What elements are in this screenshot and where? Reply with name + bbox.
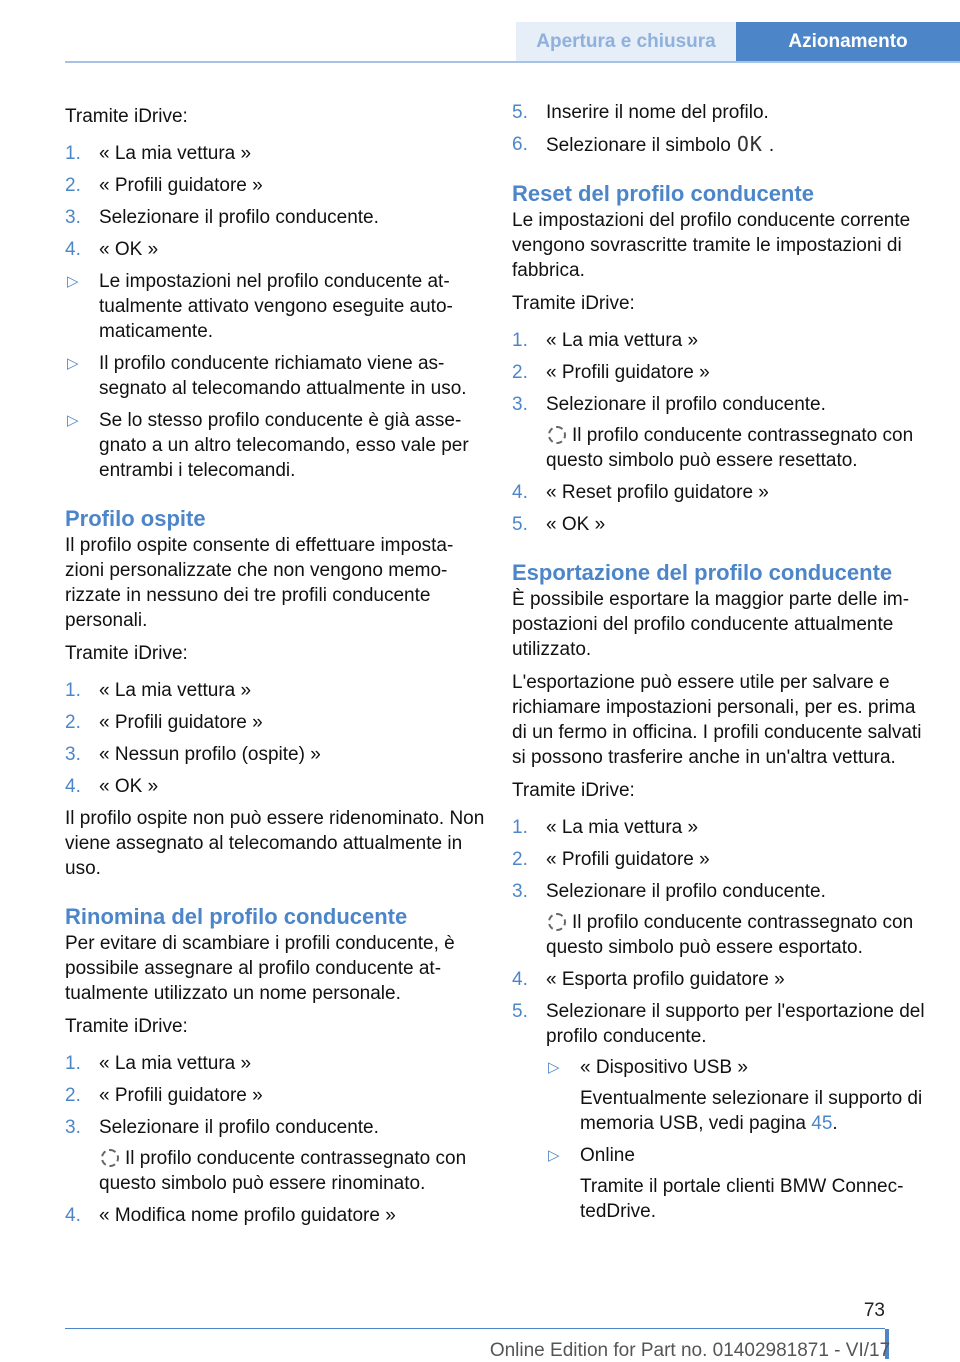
step-number: 1.	[65, 680, 81, 701]
step-text: « Esporta profilo guidatore »	[546, 969, 785, 990]
step-number: 2.	[65, 1085, 81, 1106]
step-text-tail: .	[768, 135, 775, 156]
step-number: 2.	[65, 712, 81, 733]
list-item	[65, 1051, 485, 1076]
bullet-item	[546, 1143, 930, 1224]
step-text: Selezionare il profilo conducente.	[99, 207, 379, 228]
page-number: 73	[863, 1300, 885, 1321]
step-text: « Profili guidatore »	[99, 175, 263, 196]
triangle-bullet-icon: ▷	[67, 273, 79, 290]
list-item	[512, 879, 930, 960]
step-number: 6.	[512, 134, 528, 155]
step-number: 2.	[512, 362, 528, 383]
heading-profilo-ospite: Profilo ospite	[65, 506, 206, 531]
bullet-note-text: Tramite il portale clienti BMW ConnectedDrive.	[580, 1176, 904, 1222]
step-number: 2.	[65, 175, 81, 196]
bullet-text: Se lo stesso profilo conducente è già assegnato a un altro telecomando, esso vale per entrambi i telecomandi.	[99, 410, 469, 481]
list-item	[65, 237, 485, 262]
step-text: « OK »	[99, 776, 159, 797]
list-item	[65, 173, 485, 198]
step-text: « Profili guidatore »	[99, 712, 263, 733]
step-text: « Modifica nome profilo guidatore »	[99, 1205, 396, 1226]
list-item	[512, 360, 930, 385]
step-number: 4.	[65, 776, 81, 797]
list-item	[512, 847, 930, 872]
triangle-bullet-icon: ▷	[67, 355, 79, 372]
step-number: 4.	[65, 239, 81, 260]
triangle-bullet-icon: ▷	[548, 1147, 560, 1164]
step-note-text: Il profilo conducente contrassegnato con questo simbolo può essere rinominato.	[99, 1148, 467, 1194]
list-item	[65, 1203, 485, 1228]
list-item	[512, 967, 930, 992]
steps-list-1	[65, 141, 485, 262]
gear-icon	[101, 1149, 119, 1167]
triangle-bullet-icon: ▷	[67, 412, 79, 429]
bullet-item	[65, 408, 485, 483]
paragraph: L'esportazione può essere utile per salvare e richiamare impostazioni personali, per es. prima di un fermo in officina. I profili conducente salvati si possono trasferire anche in un'altra vettura.	[512, 672, 922, 768]
step-number: 1.	[65, 1053, 81, 1074]
step-note	[546, 423, 930, 473]
step-text: « La mia vettura »	[99, 1053, 252, 1074]
step-number: 2.	[512, 849, 528, 870]
list-item	[65, 742, 485, 767]
steps-list-export	[512, 815, 930, 1224]
bullet-text: « Dispositivo USB »	[580, 1057, 748, 1078]
ok-symbol-icon: OK	[736, 132, 763, 156]
step-note-text: Il profilo conducente contrassegnato con questo simbolo può essere esportato.	[546, 912, 914, 958]
bullet-note	[580, 1174, 930, 1224]
paragraph: Per evitare di scambiare i profili conducente, è possibile assegnare al profilo conducente attualmente utilizzato un nome personale.	[65, 933, 455, 1004]
step-number: 1.	[512, 817, 528, 838]
step-text: Inserire il nome del profilo.	[546, 102, 769, 123]
step-text: « Reset profilo guidatore »	[546, 482, 769, 503]
list-item	[512, 815, 930, 840]
header-tabs	[516, 22, 960, 62]
step-number: 5.	[512, 102, 528, 123]
list-item	[65, 1083, 485, 1108]
steps-list-0	[512, 100, 930, 158]
bullet-item	[65, 351, 485, 401]
bullet-text: Online	[580, 1145, 635, 1166]
list-item	[512, 132, 930, 158]
step-note	[99, 1146, 485, 1196]
heading-rinomina: Rinomina del profilo conducente	[65, 904, 408, 929]
list-item	[65, 205, 485, 230]
bullet-text: Il profilo conducente richiamato viene assegnato al telecomando attualmente in uso.	[99, 353, 467, 399]
step-number: 3.	[512, 394, 528, 415]
left-column	[65, 100, 485, 1235]
bullet-note	[580, 1086, 930, 1136]
step-number: 3.	[65, 744, 81, 765]
footer-rule	[65, 1328, 885, 1329]
heading-esportazione: Esportazione del profilo conducente	[512, 560, 893, 585]
step-text: Selezionare il supporto per l'esportazione del profilo conducente.	[546, 1001, 925, 1047]
step-note-text: Il profilo conducente contrassegnato con questo simbolo può essere resettato.	[546, 425, 914, 471]
step-number: 3.	[65, 1117, 81, 1138]
list-item	[512, 392, 930, 473]
list-item	[512, 999, 930, 1224]
list-item	[65, 1115, 485, 1196]
intro-text: Tramite iDrive:	[65, 643, 188, 664]
right-column	[512, 100, 930, 1231]
step-number: 3.	[512, 881, 528, 902]
triangle-bullet-icon: ▷	[548, 1059, 560, 1076]
step-text: « La mia vettura »	[546, 817, 699, 838]
tab-azionamento[interactable]: Azionamento	[736, 22, 960, 62]
step-number: 1.	[65, 143, 81, 164]
paragraph: È possibile esportare la maggior parte delle impostazioni del profilo conducente attualmente utilizzato.	[512, 589, 910, 660]
step-text: « OK »	[546, 514, 606, 535]
intro-text: Tramite iDrive:	[512, 780, 635, 801]
list-item	[65, 678, 485, 703]
step-text: « La mia vettura »	[99, 680, 252, 701]
step-number: 1.	[512, 330, 528, 351]
bullet-note-tail: .	[832, 1113, 838, 1134]
step-number: 4.	[65, 1205, 81, 1226]
bullet-item	[65, 269, 485, 344]
bullet-text: Le impostazioni nel profilo conducente attualmente attivato vengono eseguite automaticamente.	[99, 271, 453, 342]
step-number: 5.	[512, 1001, 528, 1022]
paragraph: Il profilo ospite consente di effettuare impostazioni personalizzate che non vengono memorizzate in nessuno dei tre profili conducente personali.	[65, 535, 454, 631]
steps-list-reset	[512, 328, 930, 537]
list-item	[512, 480, 930, 505]
step-text: « Profili guidatore »	[546, 362, 710, 383]
step-text: « La mia vettura »	[546, 330, 699, 351]
step-number: 3.	[65, 207, 81, 228]
bullet-item	[546, 1055, 930, 1136]
step-text: « OK »	[99, 239, 159, 260]
intro-text: Tramite iDrive:	[65, 1016, 188, 1037]
step-text: Selezionare il profilo conducente.	[99, 1117, 379, 1138]
step-text: « La mia vettura »	[99, 143, 252, 164]
step-text: Selezionare il profilo conducente.	[546, 881, 826, 902]
step-number: 5.	[512, 514, 528, 535]
step-text: Selezionare il simbolo	[546, 135, 731, 156]
edition-note: Online Edition for Part no. 01402981871 - VI/17	[489, 1340, 891, 1361]
step-text: « Profili guidatore »	[99, 1085, 263, 1106]
paragraph: Le impostazioni del profilo conducente corrente vengono sovrascritte tramite le impostazioni di fabbrica.	[512, 210, 911, 281]
step-text: « Profili guidatore »	[546, 849, 710, 870]
paragraph: Il profilo ospite non può essere ridenominato. Non viene assegnato al telecomando attualmente in uso.	[65, 808, 485, 879]
heading-reset: Reset del profilo conducente	[512, 181, 814, 206]
list-item	[65, 141, 485, 166]
step-text: « Nessun profilo (ospite) »	[99, 744, 321, 765]
tab-apertura-e-chiusura[interactable]: Apertura e chiusura	[516, 22, 736, 62]
list-item	[512, 512, 930, 537]
list-item	[65, 710, 485, 735]
bullet-list	[65, 269, 485, 483]
steps-list-2	[65, 678, 485, 799]
gear-icon	[548, 913, 566, 931]
header-rule	[65, 61, 960, 63]
gear-icon	[548, 426, 566, 444]
step-note	[546, 910, 930, 960]
nested-bullet-list	[546, 1055, 930, 1224]
steps-list-3	[65, 1051, 485, 1228]
step-text: Selezionare il profilo conducente.	[546, 394, 826, 415]
intro-text: Tramite iDrive:	[65, 106, 188, 127]
intro-text: Tramite iDrive:	[512, 293, 635, 314]
step-number: 4.	[512, 482, 528, 503]
step-number: 4.	[512, 969, 528, 990]
list-item	[65, 774, 485, 799]
list-item	[512, 100, 930, 125]
page-link[interactable]: 45	[811, 1113, 833, 1134]
bullet-note-text: Eventualmente selezionare il supporto di memoria USB, vedi pagina	[580, 1088, 923, 1134]
list-item	[512, 328, 930, 353]
